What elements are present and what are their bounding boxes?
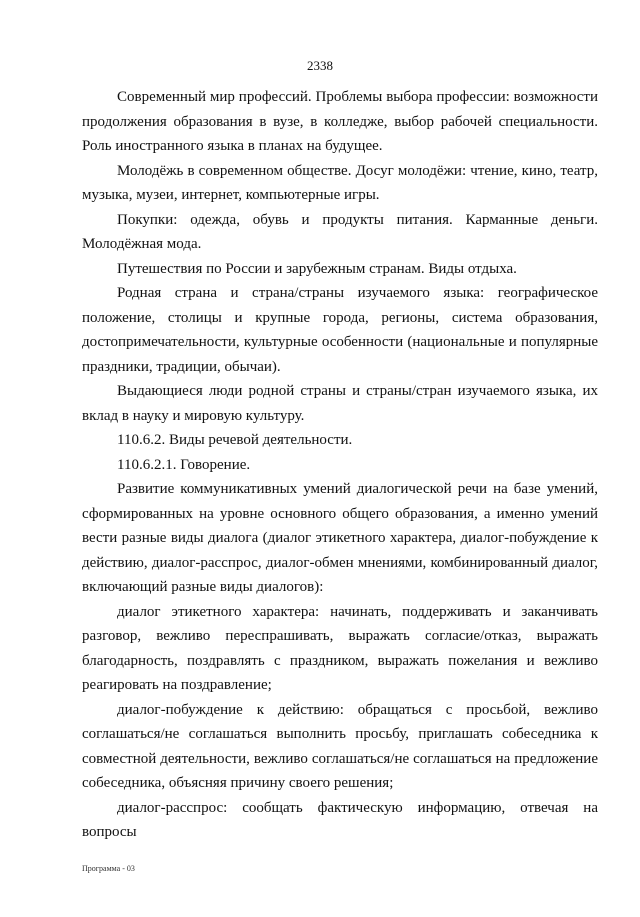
paragraph-youth: Молодёжь в современном обществе. Досуг молодёжи: чтение, кино, театр, музыка, музеи, интернет, компьютерные игры.	[82, 162, 598, 203]
paragraph-native-country: Родная страна и страна/страны изучаемого языка: географическое положение, столицы и крупные города, регионы, система образования, достопримечательности, культурные особенности (национальные и популярные праздники, традиции, обычаи).	[82, 285, 598, 375]
paragraph-etiquette-dialogue: диалог этикетного характера: начинать, поддерживать и заканчивать разговор, вежливо переспрашивать, выражать согласие/отказ, выражать благодарность, поздравлять с праздником, выражать пожелания и вежливо реагировать на поздравление;	[82, 603, 598, 693]
section-heading-speaking: 110.6.2.1. Говорение.	[117, 456, 251, 473]
section-heading-speech-activity: 110.6.2. Виды речевой деятельности.	[117, 432, 353, 448]
paragraph-outstanding-people: Выдающиеся люди родной страны и страны/стран изучаемого языка, их вклад в науку и мировую культуру.	[82, 383, 598, 424]
footer-label: Программа - 03	[82, 864, 135, 873]
paragraph-professions: Современный мир профессий. Проблемы выбора профессии: возможности продолжения образования в вузе, в колледже, выбор рабочей специальности. Роль иностранного языка в планах на будущее.	[82, 89, 598, 154]
page-number: 2338	[307, 58, 333, 73]
paragraph-incentive-dialogue: диалог-побуждение к действию: обращаться с просьбой, вежливо соглашаться/не соглашаться выполнить просьбу, приглашать собеседника к совместной деятельности, вежливо соглашаться/не соглашаться на предложение собеседника, объясняя причину своего решения;	[82, 701, 598, 791]
paragraph-dialogue-skills: Развитие коммуникативных умений диалогической речи на базе умений, сформированных на уровне основного общего образования, а именно умений вести разные виды диалога (диалог этикетного характера, диалог-побуждение к действию, диалог-расспрос, диалог-обмен мнениями, комбинированный диалог, включающий разные виды диалогов):	[82, 481, 598, 595]
paragraph-inquiry-dialogue: диалог-расспрос: сообщать фактическую информацию, отвечая на вопросы	[82, 799, 598, 840]
document-body	[82, 85, 598, 845]
paragraph-shopping: Покупки: одежда, обувь и продукты питания. Карманные деньги. Молодёжная мода.	[82, 211, 598, 252]
paragraph-travel: Путешествия по России и зарубежным странам. Виды отдыха.	[117, 260, 517, 277]
